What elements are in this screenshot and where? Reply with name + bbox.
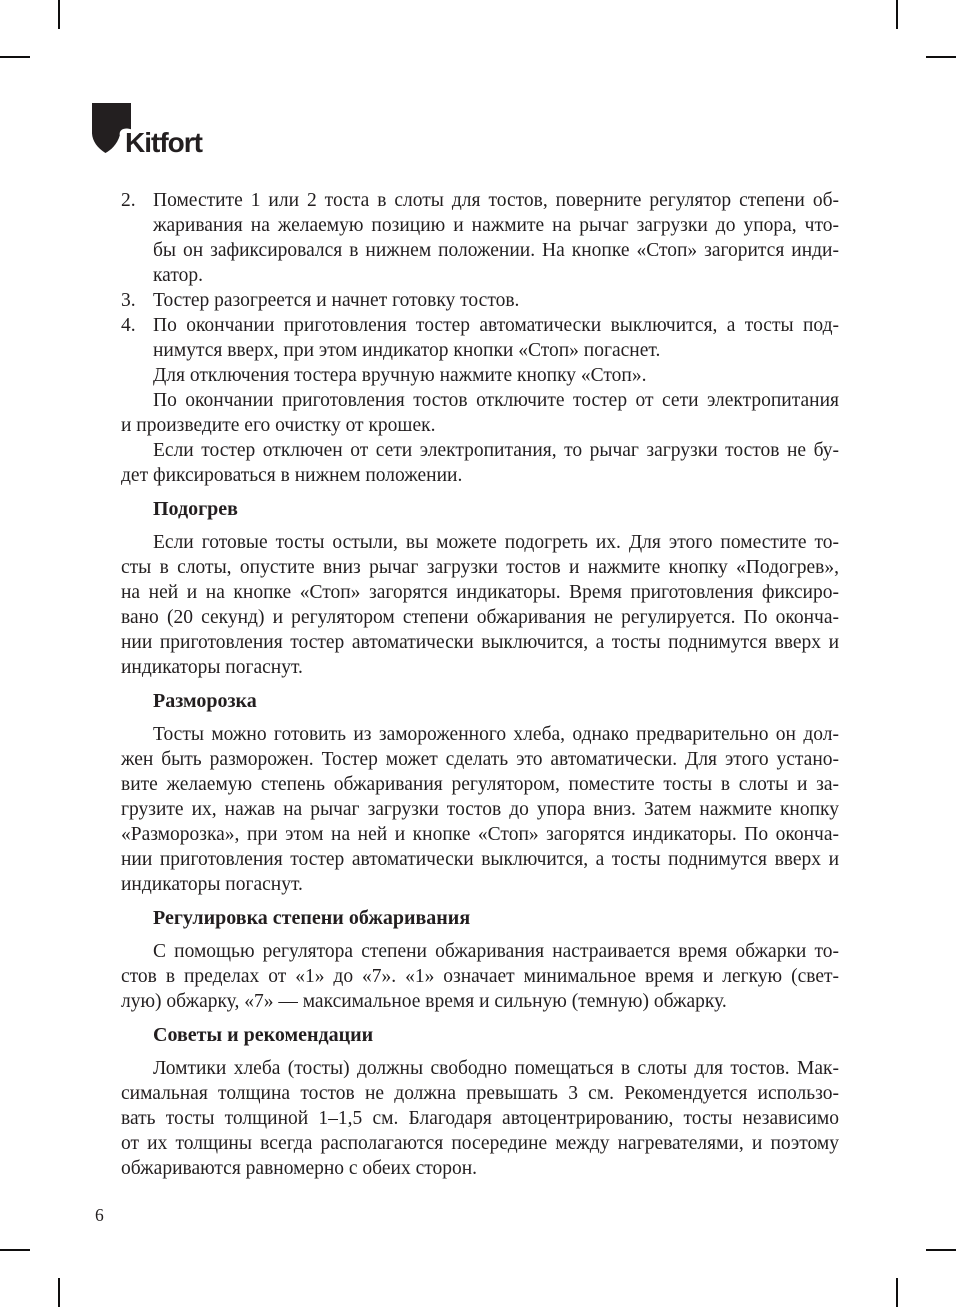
crop-mark-top-right-vertical [896, 0, 898, 29]
text-line: индикаторы погаснут. [121, 874, 303, 895]
paragraph [121, 388, 839, 438]
text-line: дет фиксироваться в нижнем положении. [121, 465, 463, 486]
paragraph [121, 363, 839, 388]
text-line: Тосты можно готовить из замороженного хлеба, однако предварительно он дол- [153, 724, 839, 745]
list-item [121, 188, 839, 288]
crop-mark-bottom-left-horizontal [0, 1249, 30, 1251]
text-line: обжариваются равномерно с обеих сторон. [121, 1158, 478, 1179]
list-item [121, 288, 839, 313]
paragraph [121, 939, 839, 1014]
text-line: вите желаемую степень обжаривания регулятором, поместите тосты в слоты и за- [121, 774, 839, 795]
crop-mark-bottom-right-horizontal [926, 1249, 956, 1251]
text-line: Поместите 1 или 2 тоста в слоты для тостов, поверните регулятор степени об- [153, 190, 839, 211]
text-line: нии приготовления тостер автоматически выключится, а тосты поднимутся вверх и [121, 849, 839, 870]
text-line: на ней и на кнопке «Стоп» загорятся индикаторы. Время приготовления фиксиро- [121, 582, 839, 603]
text-line: Для отключения тостера вручную нажмите кнопку «Стоп». [153, 365, 647, 386]
kitfort-logo [92, 103, 352, 159]
text-line: По окончании приготовления тостов отключите тостер от сети электропитания [153, 390, 839, 411]
text-line: симальная толщина тостов не должна превышать 3 см. Рекомендуется использо- [121, 1083, 839, 1104]
section-heading-warming: Подогрев [153, 498, 238, 520]
text-line: «Разморозка», при этом на ней и кнопке «Стоп» загорятся индикаторы. По оконча- [121, 824, 839, 845]
text-line: индикаторы погаснут. [121, 657, 303, 678]
text-line: Тостер разогреется и начнет готовку тостов. [153, 290, 520, 311]
crop-mark-top-left-horizontal [0, 56, 30, 58]
list-item-number: 2. [121, 190, 136, 211]
paragraph [121, 1056, 839, 1181]
list-item-text [153, 313, 839, 363]
text-line: бы он зафиксировался в нижнем положении. На кнопке «Стоп» загорится инди- [153, 240, 839, 261]
text-line: стов в пределах от «1» до «7». «1» означает минимальное время и легкую (свет- [121, 966, 839, 987]
text-line: катор. [153, 265, 203, 286]
text-line: Ломтики хлеба (тосты) должны свободно помещаться в слоты для тостов. Мак- [153, 1058, 839, 1079]
page-content [121, 188, 839, 1181]
crop-mark-top-right-horizontal [926, 56, 956, 58]
text-line: С помощью регулятора степени обжаривания настраивается время обжарки то- [153, 941, 839, 962]
text-line: вать тосты толщиной 1–1,5 см. Благодаря автоцентрированию, тосты независимо [121, 1108, 839, 1129]
text-line: Если тостер отключен от сети электропитания, то рычаг загрузки тостов не бу- [153, 440, 839, 461]
text-line: лую) обжарку, «7» — максимальное время и сильную (темную) обжарку. [121, 991, 727, 1012]
text-line: нимутся вверх, при этом индикатор кнопки «Стоп» погаснет. [153, 340, 661, 361]
paragraph [121, 530, 839, 680]
crop-mark-bottom-left-vertical [58, 1278, 60, 1307]
text-line: По окончании приготовления тостер автоматически выключится, а тосты под- [153, 315, 839, 336]
text-line: нии приготовления тостер автоматически выключится, а тосты поднимутся вверх и [121, 632, 839, 653]
text-line: Если готовые тосты остыли, вы можете подогреть их. Для этого поместите то- [153, 532, 839, 553]
text-line: жаривания на желаемую позицию и нажмите на рычаг загрузки до упора, что- [153, 215, 839, 236]
text-line: грузите их, нажав на рычаг загрузки тостов до упора вниз. Затем нажмите кнопку [121, 799, 839, 820]
crop-mark-top-left-vertical [58, 0, 60, 29]
text-line: жен быть разморожен. Тостер может сделать это автоматически. Для этого устано- [121, 749, 839, 770]
crop-mark-bottom-right-vertical [896, 1278, 898, 1307]
list-item [121, 313, 839, 363]
list-item-number: 4. [121, 315, 136, 336]
section-heading-browning-control: Регулировка степени обжаривания [153, 907, 471, 929]
text-line: сты в слоты, опустите вниз рычаг загрузки тостов и нажмите кнопку «Подогрев», [121, 557, 839, 578]
brand-name: Kitfort [125, 127, 202, 158]
text-line: вано (20 секунд) и регулятором степени обжаривания не регулируется. По оконча- [121, 607, 839, 628]
text-line: от их толщины всегда располагаются посередине между нагревателями, и поэтому [121, 1133, 839, 1154]
paragraph [121, 722, 839, 897]
section-heading-defrost: Разморозка [153, 690, 257, 712]
text-line: и произведите его очистку от крошек. [121, 415, 436, 436]
page-number: 6 [95, 1205, 104, 1225]
paragraph [121, 438, 839, 488]
list-item-number: 3. [121, 290, 136, 311]
list-item-text [153, 188, 839, 288]
section-heading-tips: Советы и рекомендации [153, 1024, 374, 1046]
list-item-text [153, 288, 839, 313]
